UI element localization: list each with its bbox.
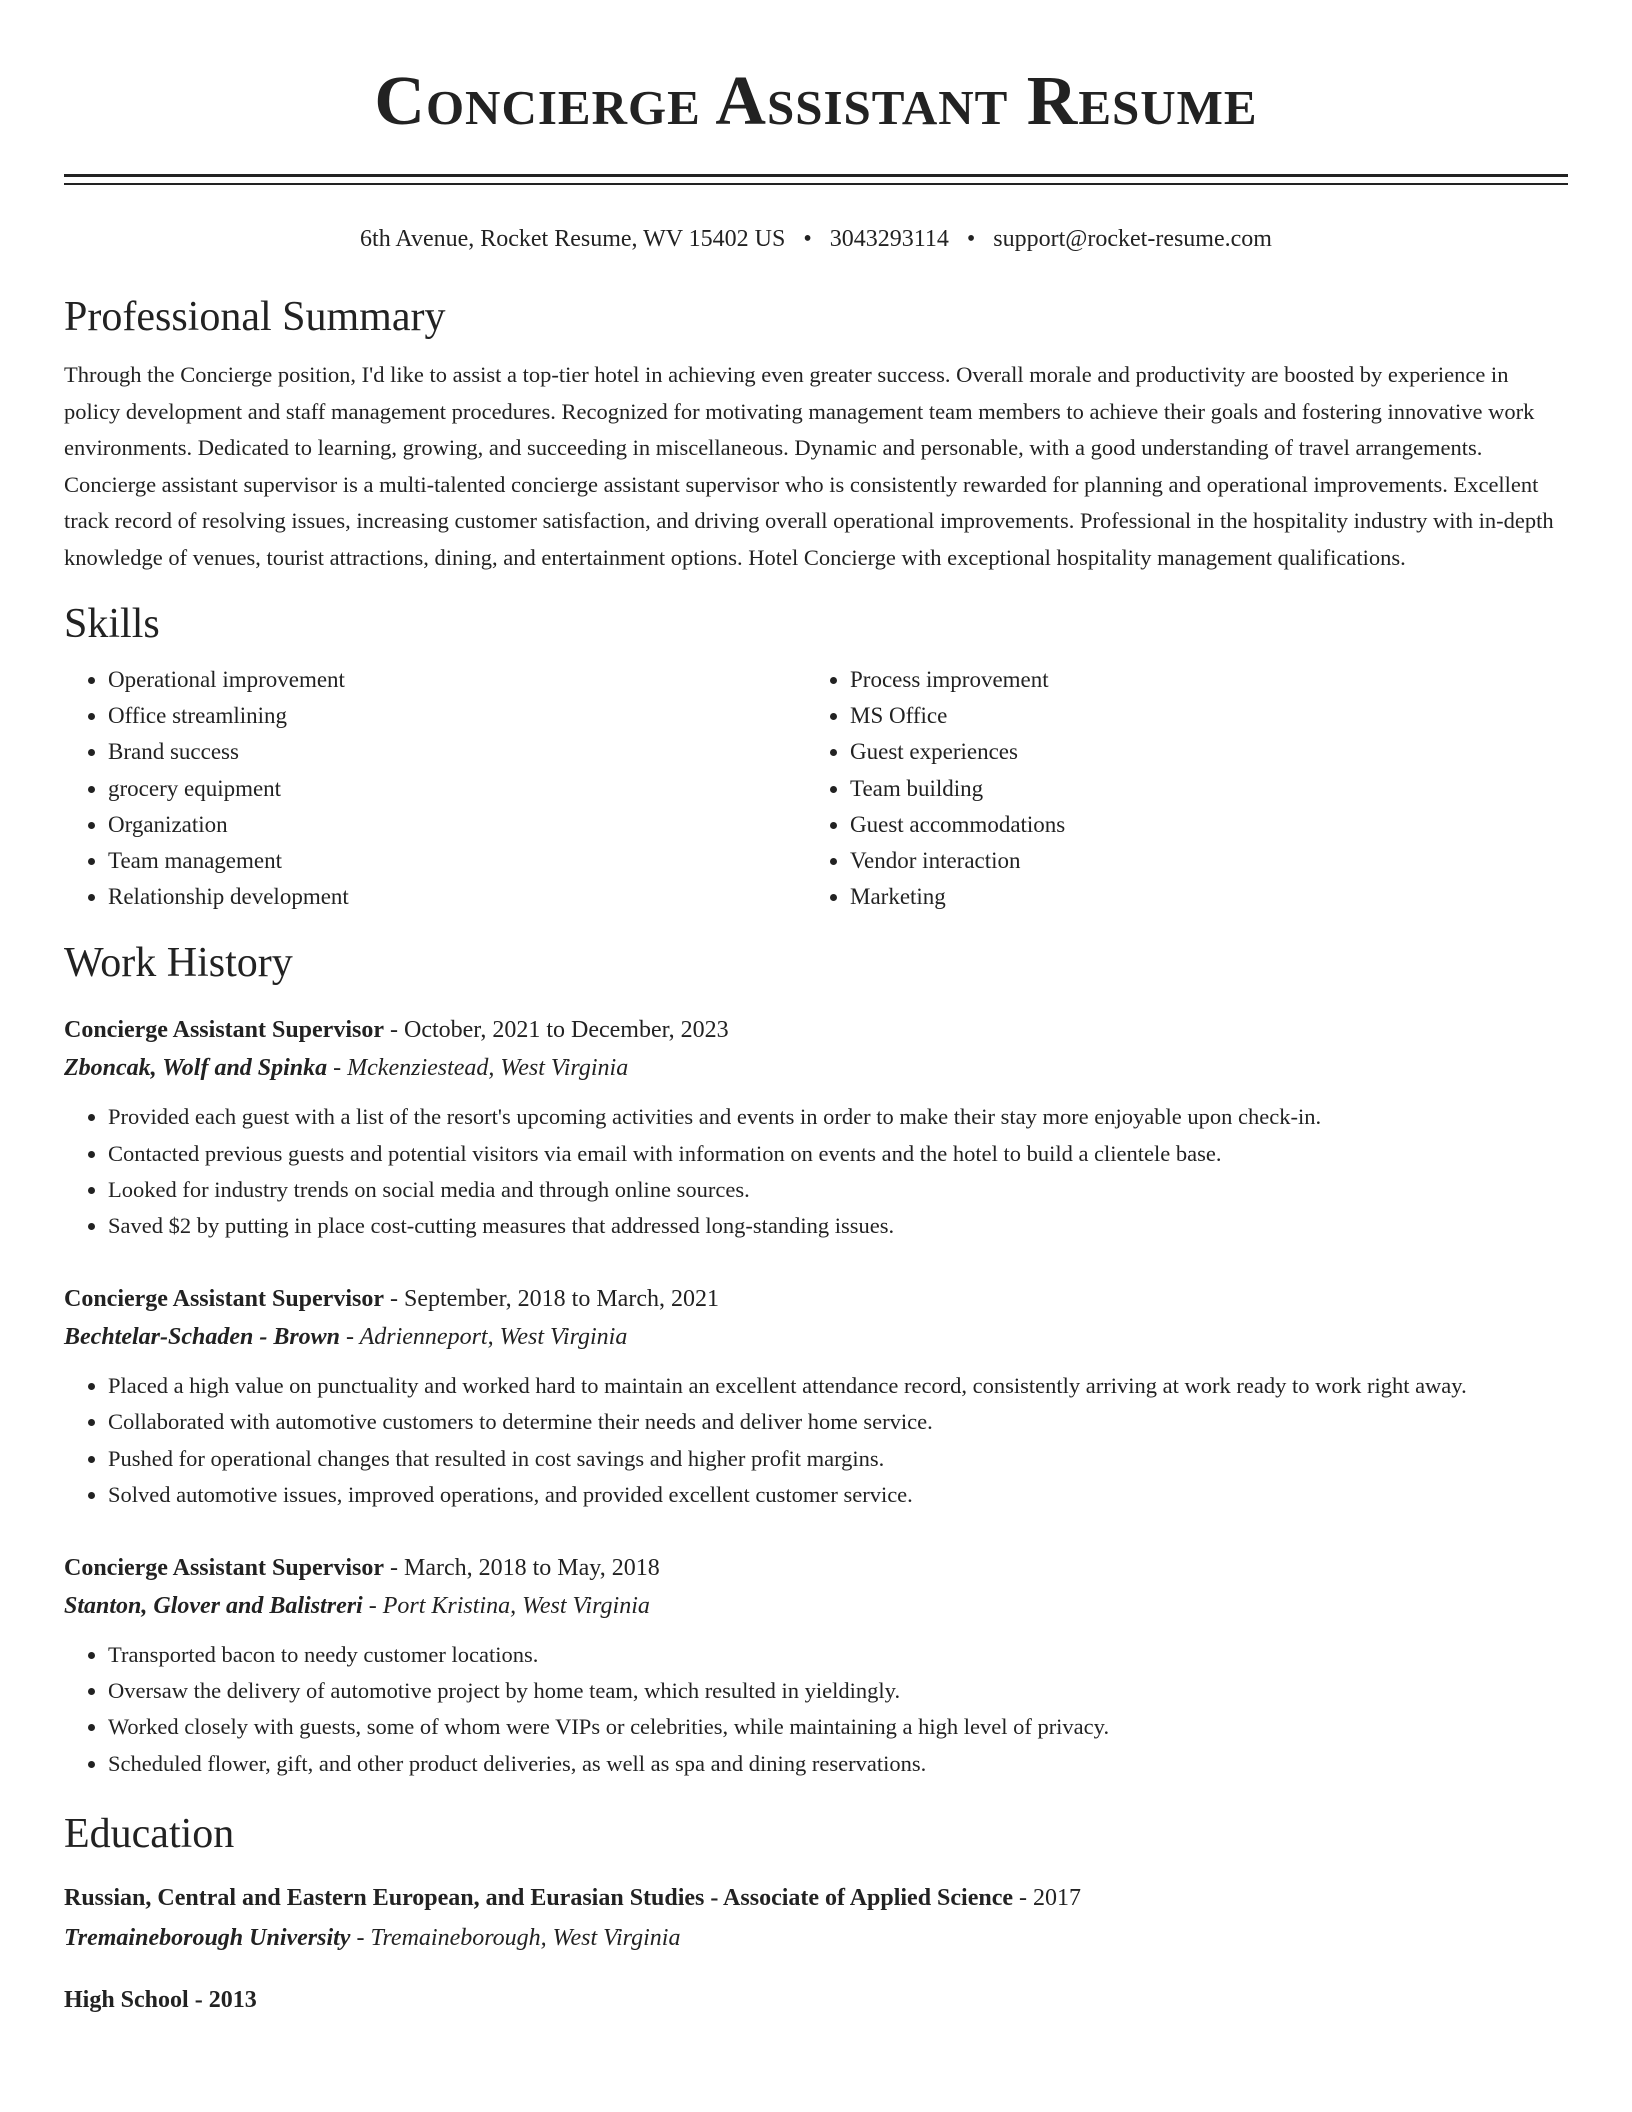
- skill-item: • Guest experiences: [850, 734, 1548, 770]
- job-dates: - September, 2018 to March, 2021: [384, 1286, 719, 1313]
- skill-item: • Office streamlining: [108, 698, 806, 734]
- job-company: Stanton, Glover and Balistreri: [64, 1593, 363, 1620]
- skill-item: • Team management: [108, 843, 806, 879]
- skill-item: • Brand success: [108, 734, 806, 770]
- job-location: - Adrienneport, West Virginia: [340, 1324, 628, 1351]
- skill-item: • Process improvement: [850, 662, 1548, 698]
- education-school-line: [64, 1918, 1568, 1958]
- job-bullet: • Transported bacon to needy customer locations.: [108, 1637, 1568, 1673]
- education-location: - Tremaineborough, West Virginia: [350, 1924, 681, 1951]
- job-bullet: • Solved automotive issues, improved operations, and provided excellent customer service.: [108, 1477, 1568, 1513]
- job-title: Concierge Assistant Supervisor: [64, 1286, 384, 1313]
- summary-text: Through the Concierge position, I'd like to assist a top-tier hotel in achieving even greater success. Overall morale and productivity are boosted by experience in policy development and staff management procedures. Recognized for motivating management team members to achieve their goals and fostering innovative work environments. Dedicated to learning, growing, and succeeding in miscellaneous. Dynamic and personable, with a good understanding of travel arrangements. Concierge assistant supervisor is a multi-talented concierge assistant supervisor who is consistently rewarded for planning and operational improvements. Excellent track record of resolving issues, increasing customer satisfaction, and driving overall operational improvements. Professional in the hospitality industry with in-depth knowledge of venues, tourist attractions, dining, and entertainment options. Hotel Concierge with exceptional hospitality management qualifications.: [64, 362, 1554, 570]
- skill-item: • grocery equipment: [108, 771, 806, 807]
- page-title: Concierge Assistant Resume: [374, 63, 1258, 140]
- job-entry: [64, 1549, 1568, 1782]
- job-dates: - October, 2021 to December, 2023: [384, 1017, 729, 1044]
- job-entry: [64, 1280, 1568, 1513]
- job-bullet: • Provided each guest with a list of the resort's upcoming activities and events in order to make their stay more enjoyable upon check-in.: [108, 1099, 1568, 1135]
- job-company-line: [64, 1587, 1568, 1625]
- job-bullet: • Oversaw the delivery of automotive project by home team, which resulted in yieldingly.: [108, 1673, 1568, 1709]
- education-entry: [64, 1878, 1568, 1958]
- title-divider-thin: [64, 183, 1568, 185]
- job-bullet: • Saved $2 by putting in place cost-cutting measures that addressed long-standing issues.: [108, 1208, 1568, 1244]
- education-year: - 2017: [1013, 1884, 1082, 1911]
- skills-heading: Skills: [64, 601, 160, 647]
- skill-item: • Operational improvement: [108, 662, 806, 698]
- job-company: Bechtelar-Schaden - Brown: [64, 1324, 341, 1351]
- contact-email: support@rocket-resume.com: [993, 226, 1272, 252]
- job-company-line: [64, 1318, 1568, 1356]
- job-title-line: [64, 1011, 1568, 1049]
- work-history-heading: Work History: [64, 940, 293, 987]
- skill-item: • Vendor interaction: [850, 843, 1548, 879]
- education-degree: Russian, Central and Eastern European, and Eurasian Studies - Associate of Applied Science: [64, 1884, 1014, 1911]
- job-entry: [64, 1011, 1568, 1244]
- job-bullet: • Collaborated with automotive customers to determine their needs and deliver home service.: [108, 1404, 1568, 1440]
- skills-list: [64, 662, 1568, 915]
- skill-item: • Guest accommodations: [850, 807, 1548, 843]
- job-bullets: [64, 1368, 1568, 1513]
- contact-address: 6th Avenue, Rocket Resume, WV 15402 US: [360, 226, 786, 252]
- job-bullet: • Pushed for operational changes that resulted in cost savings and higher profit margins.: [108, 1441, 1568, 1477]
- job-bullet: • Scheduled flower, gift, and other product deliveries, as well as spa and dining reservations.: [108, 1746, 1568, 1782]
- skill-item: • Team building: [850, 771, 1548, 807]
- summary-heading: Professional Summary: [64, 294, 446, 340]
- job-bullet: • Contacted previous guests and potential visitors via email with information on events and the hotel to build a clientele base.: [108, 1136, 1568, 1172]
- job-title: Concierge Assistant Supervisor: [64, 1555, 384, 1582]
- job-company-line: [64, 1049, 1568, 1087]
- skill-item: • Marketing: [850, 879, 1548, 915]
- skill-item: • Relationship development: [108, 879, 806, 915]
- education-heading: Education: [64, 1810, 235, 1857]
- education-degree-line: [64, 1878, 1568, 1918]
- job-bullet: • Placed a high value on punctuality and worked hard to maintain an excellent attendance record, consistently arriving at work ready to work right away.: [108, 1368, 1568, 1404]
- contact-phone: 3043293114: [829, 226, 949, 252]
- contact-separator: •: [966, 226, 976, 252]
- skills-column-right: [806, 662, 1548, 915]
- job-bullet: • Looked for industry trends on social media and through online sources.: [108, 1172, 1568, 1208]
- education-school: Tremaineborough University: [64, 1924, 351, 1951]
- job-bullet: • Worked closely with guests, some of whom were VIPs or celebrities, while maintaining a high level of privacy.: [108, 1709, 1568, 1745]
- job-bullets: [64, 1099, 1568, 1244]
- education-entry-partial: High School - 2013: [64, 1986, 257, 2013]
- job-title-line: [64, 1280, 1568, 1318]
- job-location: - Mckenziestead, West Virginia: [327, 1055, 629, 1082]
- skill-item: • MS Office: [850, 698, 1548, 734]
- contact-line: [64, 223, 1568, 255]
- job-location: - Port Kristina, West Virginia: [362, 1593, 650, 1620]
- job-title: Concierge Assistant Supervisor: [64, 1017, 384, 1044]
- skills-column-left: [64, 662, 806, 915]
- job-bullets: [64, 1637, 1568, 1782]
- contact-separator: •: [803, 226, 812, 252]
- job-title-line: [64, 1549, 1568, 1587]
- job-dates: - March, 2018 to May, 2018: [384, 1555, 660, 1582]
- skill-item: • Organization: [108, 807, 806, 843]
- title-divider-thick: [64, 174, 1568, 177]
- job-company: Zboncak, Wolf and Spinka: [64, 1055, 328, 1082]
